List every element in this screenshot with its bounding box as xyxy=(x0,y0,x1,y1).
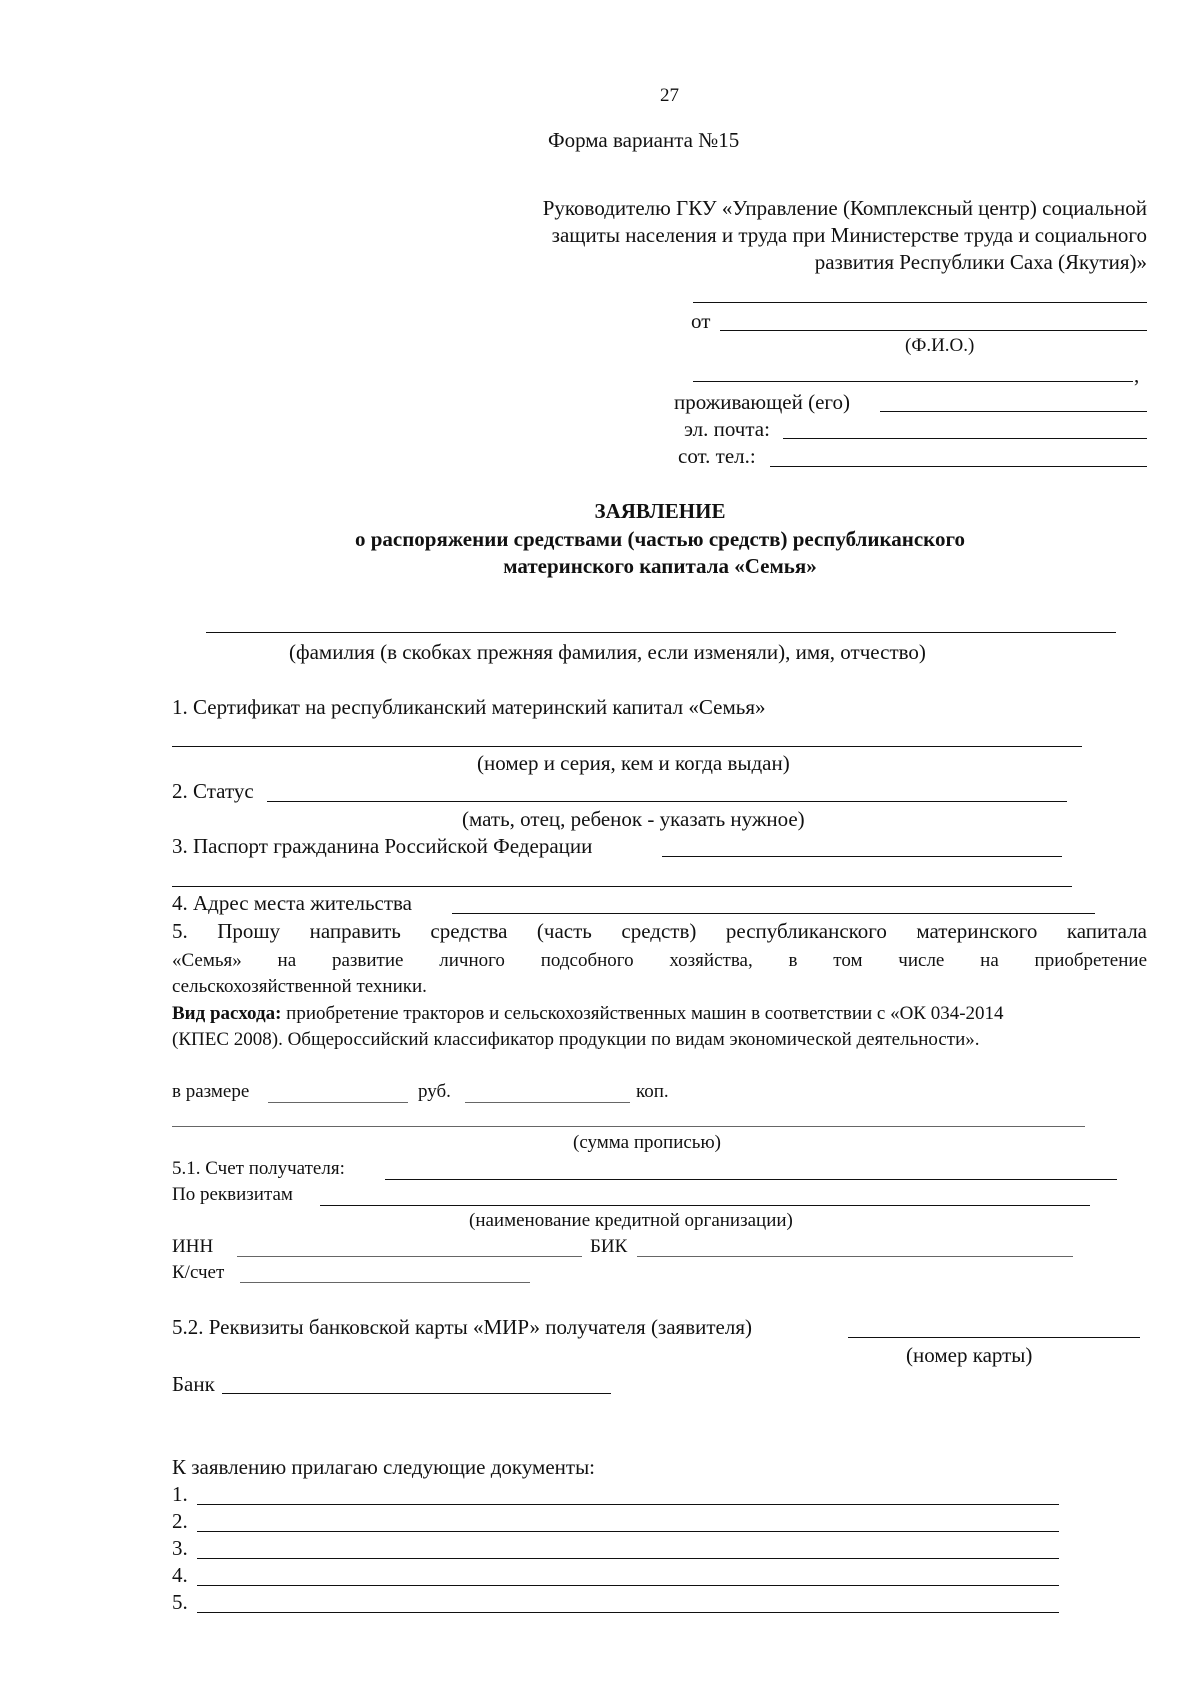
addressee-line-3: развития Республики Саха (Якутия)» xyxy=(814,250,1147,274)
attachment-number-3: 3. xyxy=(172,1536,188,1560)
request-line-2: «Семья» на развитие личного подсобного хозяйства, в том числе на приобретение xyxy=(172,950,1147,971)
certificate-label: 1. Сертификат на республиканский материнский капитал «Семья» xyxy=(172,695,766,719)
residing-field[interactable] xyxy=(880,411,1147,412)
address-field[interactable] xyxy=(452,913,1095,914)
form-variant: Форма варианта №15 xyxy=(548,128,740,152)
expense-line-1 xyxy=(172,1002,1004,1026)
attachment-field-3[interactable] xyxy=(197,1558,1059,1559)
details-field[interactable] xyxy=(320,1205,1090,1206)
corr-account-label: К/счет xyxy=(172,1262,225,1283)
attachment-number-5: 5. xyxy=(172,1590,188,1614)
fio-second-line[interactable] xyxy=(693,381,1133,382)
page-number: 27 xyxy=(660,85,679,106)
attachment-field-2[interactable] xyxy=(197,1531,1059,1532)
fio-hint: (Ф.И.О.) xyxy=(905,335,975,356)
expense-bold-label: Вид расхода: xyxy=(172,1003,282,1024)
attachment-number-4: 4. xyxy=(172,1563,188,1587)
attachment-field-4[interactable] xyxy=(197,1585,1059,1586)
document-subtitle-line-2: материнского капитала «Семья» xyxy=(503,554,817,578)
bank-label: Банк xyxy=(172,1372,215,1396)
certificate-hint: (номер и серия, кем и когда выдан) xyxy=(477,751,790,775)
attachments-heading: К заявлению прилагаю следующие документы: xyxy=(172,1455,596,1479)
status-hint: (мать, отец, ребенок - указать нужное) xyxy=(462,807,805,831)
corr-account-field[interactable] xyxy=(240,1282,530,1283)
from-label: от xyxy=(691,309,711,333)
bik-label: БИК xyxy=(590,1236,628,1257)
inn-label: ИНН xyxy=(172,1236,214,1257)
address-label: 4. Адрес места жительства xyxy=(172,891,412,915)
addressee-line-2: защиты населения и труда при Министерстве труда и социального xyxy=(551,223,1147,247)
rub-label: руб. xyxy=(418,1081,451,1102)
amount-words-field[interactable] xyxy=(172,1126,1085,1127)
details-label: По реквизитам xyxy=(172,1184,293,1205)
document-subtitle-line-1: о распоряжении средствами (частью средств) республиканского xyxy=(354,527,966,551)
full-name-field[interactable] xyxy=(206,632,1116,633)
card-hint: (номер карты) xyxy=(906,1343,1033,1367)
phone-field[interactable] xyxy=(770,466,1147,467)
bik-field[interactable] xyxy=(637,1256,1073,1257)
fio-comma: , xyxy=(1134,363,1140,387)
kop-label: коп. xyxy=(636,1081,669,1102)
inn-field[interactable] xyxy=(237,1256,582,1257)
amount-words-hint: (сумма прописью) xyxy=(573,1132,721,1153)
account-field[interactable] xyxy=(385,1179,1117,1180)
bank-field[interactable] xyxy=(222,1393,611,1394)
expense-line-2: (КПЕС 2008). Общероссийский классификатор продукции по видам экономической деятельности». xyxy=(172,1029,980,1050)
certificate-field[interactable] xyxy=(172,746,1082,747)
full-name-hint: (фамилия (в скобках прежняя фамилия, если изменяли), имя, отчество) xyxy=(289,640,926,664)
passport-field[interactable] xyxy=(662,856,1062,857)
residing-label: проживающей (его) xyxy=(674,390,850,414)
account-label: 5.1. Счет получателя: xyxy=(172,1158,345,1179)
attachment-field-1[interactable] xyxy=(197,1504,1059,1505)
document-title: ЗАЯВЛЕНИЕ xyxy=(594,499,726,523)
attachment-number-2: 2. xyxy=(172,1509,188,1533)
status-field[interactable] xyxy=(267,801,1067,802)
passport-second-line[interactable] xyxy=(172,886,1072,887)
passport-label: 3. Паспорт гражданина Российской Федерации xyxy=(172,834,593,858)
addressee-line-1: Руководителю ГКУ «Управление (Комплексный центр) социальной xyxy=(542,196,1147,220)
email-field[interactable] xyxy=(783,438,1147,439)
addressee-blank-line[interactable] xyxy=(693,302,1147,303)
expense-text: приобретение тракторов и сельскохозяйственных машин в соответствии с «ОК 034-2014 xyxy=(281,1003,1004,1024)
rub-field[interactable] xyxy=(268,1102,408,1103)
phone-label: сот. тел.: xyxy=(678,444,756,468)
status-label: 2. Статус xyxy=(172,779,254,803)
card-label: 5.2. Реквизиты банковской карты «МИР» получателя (заявителя) xyxy=(172,1315,752,1339)
request-line-1: 5. Прошу направить средства (часть средств) республиканского материнского капитала xyxy=(172,919,1147,943)
card-number-field[interactable] xyxy=(848,1337,1140,1338)
attachment-number-1: 1. xyxy=(172,1482,188,1506)
request-line-3: сельскохозяйственной техники. xyxy=(172,976,427,997)
kop-field[interactable] xyxy=(465,1102,630,1103)
amount-label: в размере xyxy=(172,1081,250,1102)
attachment-field-5[interactable] xyxy=(197,1612,1059,1613)
org-hint: (наименование кредитной организации) xyxy=(469,1210,793,1231)
fio-field[interactable] xyxy=(720,330,1147,331)
email-label: эл. почта: xyxy=(684,417,770,441)
